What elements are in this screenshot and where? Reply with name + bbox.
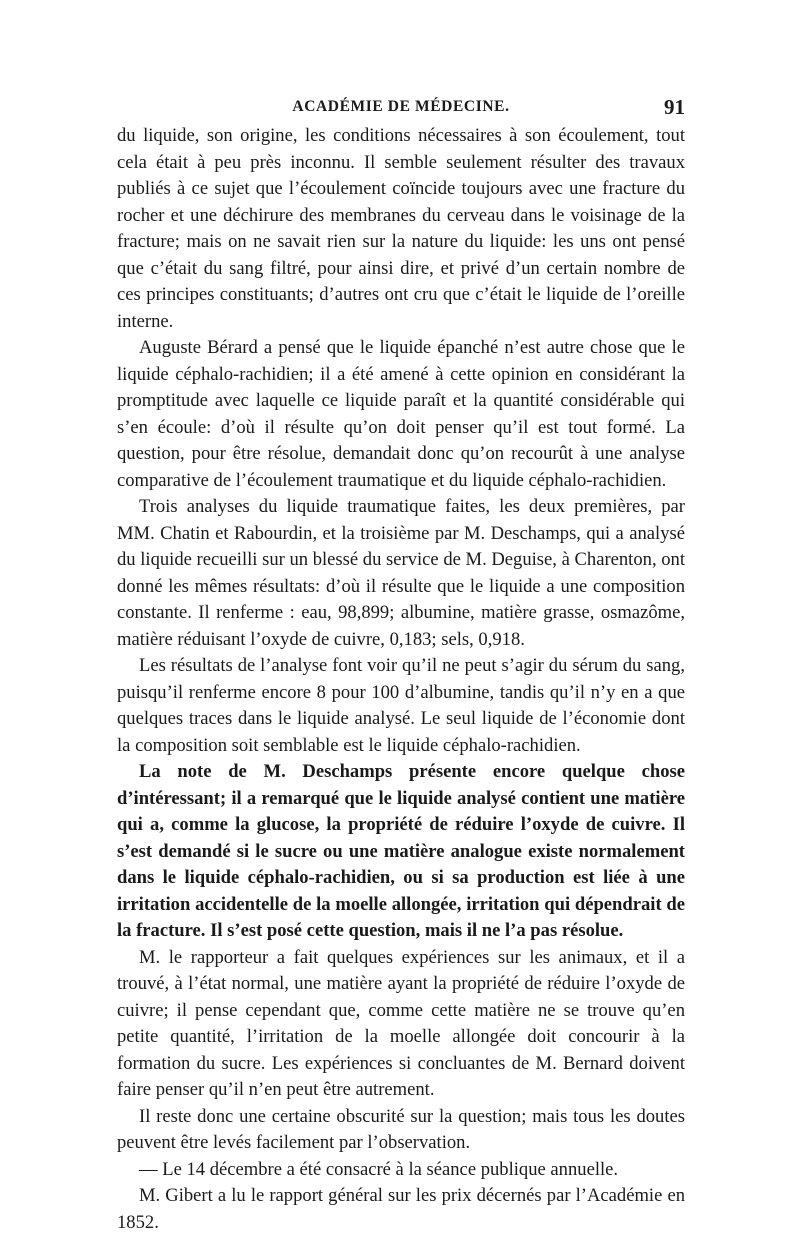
paragraph-deschamps-note: La note de M. Deschamps présente encore quelque chose d’intéressant; il a remarqué que le liquide analysé contient une matière qui a, comme la glucose, la propriété de réduire l’oxyde de cuivre. Il s’est demandé si le sucre ou une matière analogue existe normalement dans le liquide céphalo-rachidien, ou si sa production est liée à une irritation accidentelle de la moelle allongée, irritation qui dépendrait de la fracture. Il s’est posé cette question, mais il ne l’a pas résolue.	[117, 761, 685, 941]
paragraph-continuation: du liquide, son origine, les conditions nécessaires à son écoulement, tout cela était à peu près inconnu. Il semble seulement résulter des travaux publiés à ce sujet que l’écoulement coïncide toujours avec une fracture du rocher et une déchirure des membranes du cerveau dans le voisinage de la fracture; mais on ne savait rien sur la nature du liquide: les uns ont pensé que c’était du sang filtré, pour ainsi dire, et privé d’un certain nombre de ces principes constituants; d’autres ont cru que c’était le liquide de l’oreille interne.	[117, 125, 685, 332]
paragraph-berard: Auguste Bérard a pensé que le liquide épanché n’est autre chose que le liquide céphalo-rachidien; il a été amené à cette opinion en considérant la promptitude avec laquelle ce liquide paraît et la quantité considérable qui s’en écoule: d’où il résulte qu’on doit penser qu’il est tout formé. La question, pour être résolue, demandait donc qu’on recourût à une analyse comparative de l’écoulement traumatique et du liquide céphalo-rachidien.	[117, 337, 685, 491]
page-number: 91	[664, 95, 685, 119]
paragraph-obscurity: Il reste donc une certaine obscurité sur la question; mais tous les doutes peuvent être levés facilement par l’observation.	[117, 1105, 685, 1153]
paragraph-analyses: Trois analyses du liquide traumatique faites, les deux premières, par MM. Chatin et Rabourdin, et la troisième par M. Deschamps, qui a analysé du liquide recueilli sur un blessé du service de M. Deguise, à Charenton, ont donné les mêmes résultats: d’où il résulte que le liquide a une composition constante. Il renferme : eau, 98,899; albumine, matière grasse, osmazôme, matière réduisant l’oxyde de cuivre, 0,183; sels, 0,918.	[117, 496, 685, 650]
paragraph-rapporteur: M. le rapporteur a fait quelques expériences sur les animaux, et il a trouvé, à l’état normal, une matière ayant la propriété de réduire l’oxyde de cuivre; il pense cependant que, comme cette matière ne se trouve qu’en petite quantité, l’irritation de la moelle allongée doit concourir à la formation du sucre. Les expériences si concluantes de M. Bernard doivent faire penser qu’il n’en peut être autrement.	[117, 946, 685, 1100]
paragraph-results: Les résultats de l’analyse font voir qu’il ne peut s’agir du sérum du sang, puisqu’il renferme encore 8 pour 100 d’albumine, tandis qu’il n’y en a que quelques traces dans le liquide analysé. Le seul liquide de l’économie dont la composition soit semblable est le liquide céphalo-rachidien.	[117, 655, 685, 756]
paragraph-seance: — Le 14 décembre a été consacré à la séance publique annuelle.	[139, 1158, 619, 1180]
body-text	[117, 123, 685, 1236]
paragraph-gibert: M. Gibert a lu le rapport général sur les prix décernés par l’Académie en 1852.	[117, 1185, 685, 1233]
page-header	[117, 95, 685, 121]
running-head: ACADÉMIE DE MÉDECINE.	[292, 98, 510, 115]
